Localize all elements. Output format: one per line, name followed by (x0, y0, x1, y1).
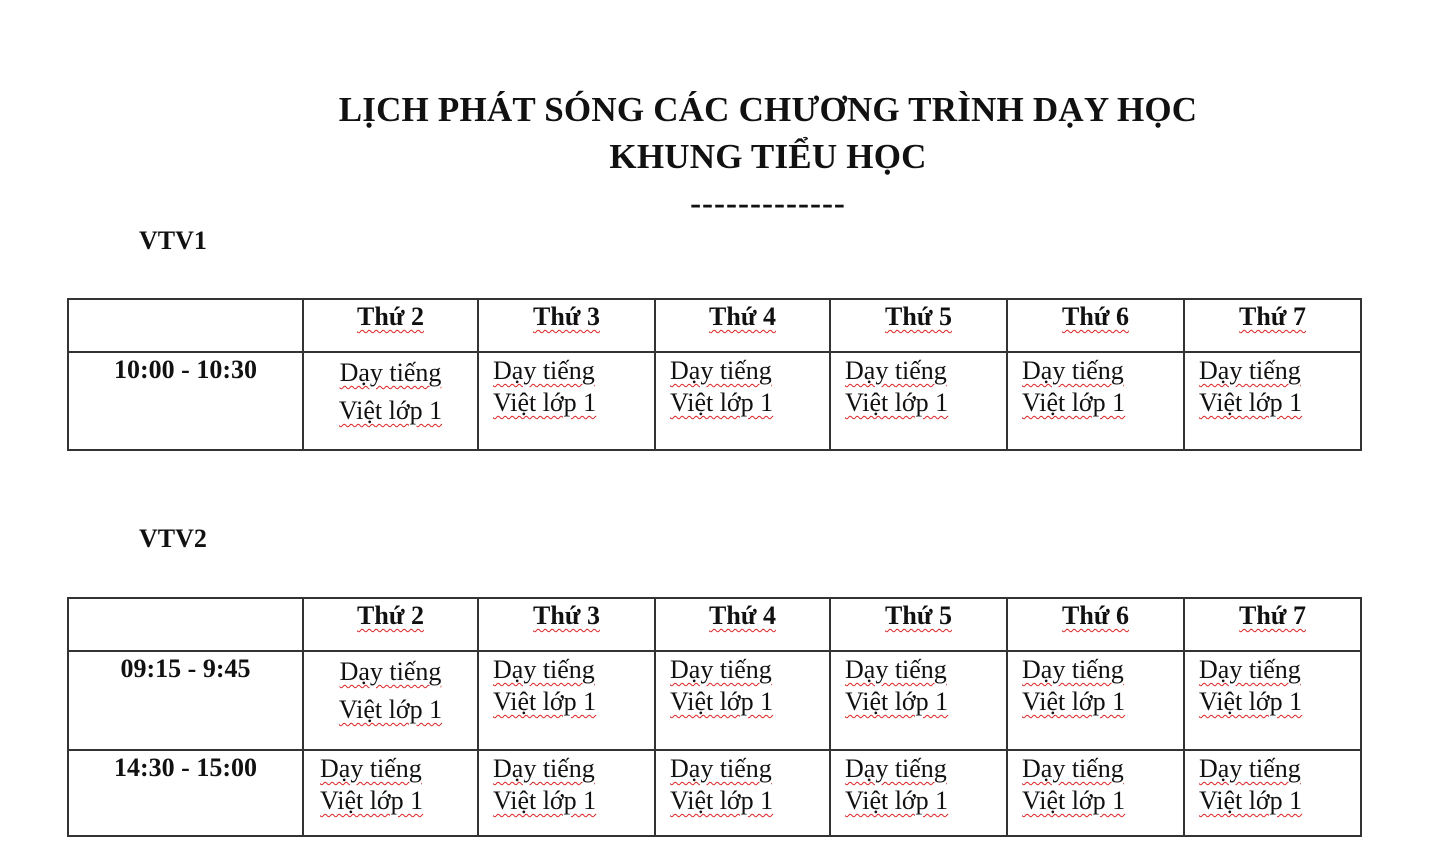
lesson-grade (304, 692, 477, 727)
day-header (655, 299, 830, 352)
lesson-subject-text: Dạy tiếng (1022, 356, 1124, 385)
time-slot: 10:00 - 10:30 (68, 352, 303, 450)
lesson-subject (1199, 355, 1360, 387)
lesson-subject (304, 654, 477, 689)
lesson-subject (1022, 753, 1183, 785)
lesson-subject-text: Dạy tiếng (1022, 754, 1124, 783)
lesson-subject-text: Dạy tiếng (493, 356, 595, 385)
lesson-subject-text: Dạy tiếng (493, 754, 595, 783)
lesson-subject-text: Dạy tiếng (1199, 356, 1301, 385)
lesson-grade-text: Việt lớp 1 (338, 695, 443, 724)
lesson-cell (478, 750, 655, 836)
lesson-grade (493, 686, 654, 718)
lesson-cell (1007, 352, 1184, 450)
lesson-subject (493, 355, 654, 387)
lesson-grade (1199, 686, 1360, 718)
lesson-cell (478, 651, 655, 750)
lesson-grade (304, 393, 477, 428)
lesson-cell (830, 651, 1007, 750)
day-header-label: Thứ 6 (1062, 302, 1129, 331)
lesson-cell (478, 352, 655, 450)
table-header-row (68, 598, 1361, 651)
table-row (68, 651, 1361, 750)
lesson-cell (655, 750, 830, 836)
lesson-cell (1184, 750, 1361, 836)
lesson-cell (655, 352, 830, 450)
schedule-table-vtv1 (67, 298, 1362, 451)
lesson-grade (670, 387, 829, 419)
lesson-subject (493, 654, 654, 686)
lesson-grade (493, 785, 654, 817)
table-header-row (68, 299, 1361, 352)
lesson-grade-text: Việt lớp 1 (670, 786, 774, 815)
lesson-grade-text: Việt lớp 1 (845, 687, 949, 716)
header-empty-cell (68, 299, 303, 352)
day-header-label: Thứ 7 (1239, 302, 1306, 331)
day-header (1184, 299, 1361, 352)
lesson-grade (1199, 387, 1360, 419)
lesson-grade-text: Việt lớp 1 (493, 388, 597, 417)
day-header-label: Thứ 3 (533, 601, 600, 630)
lesson-grade (320, 785, 477, 817)
schedule-table-vtv2 (67, 597, 1362, 837)
time-slot: 14:30 - 15:00 (68, 750, 303, 836)
lesson-grade-text: Việt lớp 1 (670, 388, 774, 417)
lesson-subject-text: Dạy tiếng (493, 655, 595, 684)
lesson-subject (670, 355, 829, 387)
channel-label-vtv1: VTV1 (139, 226, 207, 255)
day-header-label: Thứ 2 (357, 601, 424, 630)
lesson-grade (670, 686, 829, 718)
lesson-subject (1022, 654, 1183, 686)
lesson-subject (320, 753, 477, 785)
lesson-subject (845, 355, 1006, 387)
lesson-subject (670, 753, 829, 785)
lesson-cell (1007, 651, 1184, 750)
lesson-subject-text: Dạy tiếng (339, 358, 442, 387)
day-header (478, 598, 655, 651)
lesson-grade (845, 686, 1006, 718)
lesson-grade-text: Việt lớp 1 (1199, 388, 1303, 417)
day-header (830, 598, 1007, 651)
day-header (655, 598, 830, 651)
lesson-grade (845, 387, 1006, 419)
lesson-grade-text: Việt lớp 1 (1022, 687, 1126, 716)
table-row (68, 352, 1361, 450)
lesson-cell (303, 651, 478, 750)
lesson-subject-text: Dạy tiếng (339, 657, 442, 686)
day-header (830, 299, 1007, 352)
page-title-line-2: KHUNG TIỂU HỌC (609, 137, 927, 176)
day-header (1007, 299, 1184, 352)
header-empty-cell (68, 598, 303, 651)
page-title-line-1: LỊCH PHÁT SÓNG CÁC CHƯƠNG TRÌNH DẠY HỌC (338, 90, 1198, 129)
lesson-cell (303, 750, 478, 836)
lesson-grade (1199, 785, 1360, 817)
lesson-subject (1199, 654, 1360, 686)
lesson-grade-text: Việt lớp 1 (1022, 388, 1126, 417)
lesson-subject-text: Dạy tiếng (1199, 655, 1301, 684)
lesson-grade-text: Việt lớp 1 (845, 786, 949, 815)
day-header-label: Thứ 2 (357, 302, 424, 331)
lesson-subject-text: Dạy tiếng (845, 655, 947, 684)
lesson-subject (493, 753, 654, 785)
day-header-label: Thứ 7 (1239, 601, 1306, 630)
day-header (303, 598, 478, 651)
lesson-grade-text: Việt lớp 1 (1022, 786, 1126, 815)
lesson-grade (1022, 387, 1183, 419)
time-slot: 09:15 - 9:45 (68, 651, 303, 750)
lesson-subject-text: Dạy tiếng (1199, 754, 1301, 783)
day-header-label: Thứ 5 (885, 302, 952, 331)
day-header-label: Thứ 5 (885, 601, 952, 630)
day-header-label: Thứ 4 (709, 302, 776, 331)
lesson-cell (655, 651, 830, 750)
day-header (1184, 598, 1361, 651)
lesson-subject-text: Dạy tiếng (1022, 655, 1124, 684)
lesson-cell (830, 352, 1007, 450)
day-header (1007, 598, 1184, 651)
day-header-label: Thứ 3 (533, 302, 600, 331)
lesson-subject (1199, 753, 1360, 785)
lesson-subject (845, 753, 1006, 785)
lesson-grade-text: Việt lớp 1 (320, 786, 424, 815)
lesson-grade-text: Việt lớp 1 (1199, 786, 1303, 815)
day-header-label: Thứ 4 (709, 601, 776, 630)
lesson-subject-text: Dạy tiếng (845, 754, 947, 783)
lesson-grade (1022, 785, 1183, 817)
lesson-subject (845, 654, 1006, 686)
lesson-grade (845, 785, 1006, 817)
lesson-grade-text: Việt lớp 1 (1199, 687, 1303, 716)
lesson-grade-text: Việt lớp 1 (338, 396, 443, 425)
day-header (478, 299, 655, 352)
day-header-label: Thứ 6 (1062, 601, 1129, 630)
channel-label-vtv2: VTV2 (139, 524, 207, 553)
lesson-subject-text: Dạy tiếng (670, 655, 772, 684)
lesson-subject (670, 654, 829, 686)
lesson-grade (493, 387, 654, 419)
lesson-subject-text: Dạy tiếng (670, 356, 772, 385)
lesson-subject (304, 355, 477, 390)
lesson-grade (670, 785, 829, 817)
lesson-cell (830, 750, 1007, 836)
lesson-subject-text: Dạy tiếng (845, 356, 947, 385)
lesson-grade-text: Việt lớp 1 (670, 687, 774, 716)
lesson-grade (1022, 686, 1183, 718)
table-row (68, 750, 1361, 836)
lesson-cell (1184, 352, 1361, 450)
lesson-cell (303, 352, 478, 450)
lesson-subject (1022, 355, 1183, 387)
lesson-subject-text: Dạy tiếng (320, 754, 422, 783)
lesson-grade-text: Việt lớp 1 (845, 388, 949, 417)
lesson-cell (1007, 750, 1184, 836)
lesson-cell (1184, 651, 1361, 750)
lesson-grade-text: Việt lớp 1 (493, 687, 597, 716)
lesson-grade-text: Việt lớp 1 (493, 786, 597, 815)
day-header (303, 299, 478, 352)
title-separator: ------------- (690, 186, 846, 222)
lesson-subject-text: Dạy tiếng (670, 754, 772, 783)
